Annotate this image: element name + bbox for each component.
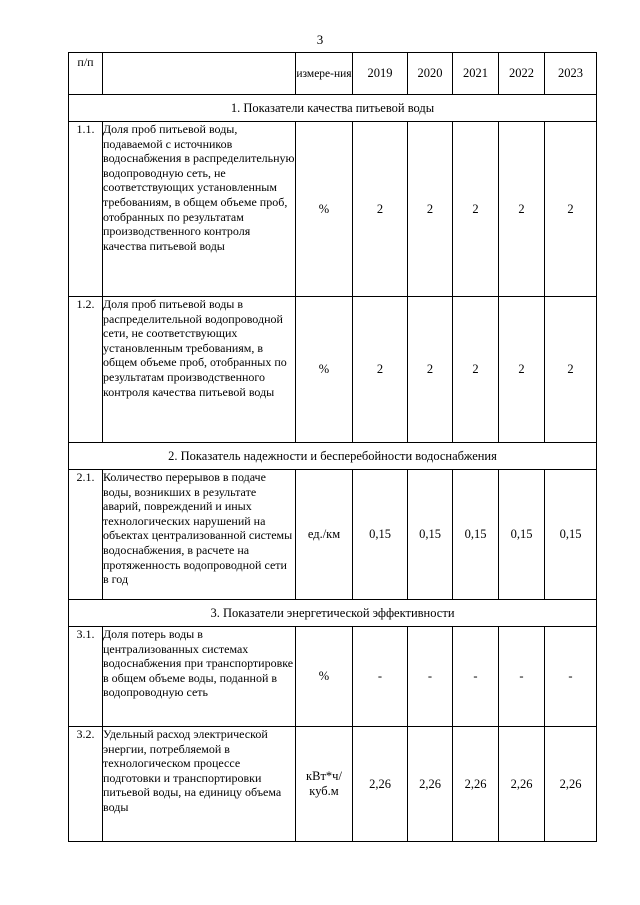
row-value: 2 — [353, 297, 408, 443]
row-value: - — [453, 627, 499, 727]
section-row — [69, 600, 597, 627]
row-unit: ед./км — [296, 470, 353, 600]
row-value: 2 — [353, 122, 408, 297]
row-value: - — [545, 627, 597, 727]
row-value: 2 — [499, 122, 545, 297]
row-value: 0,15 — [499, 470, 545, 600]
row-value: 0,15 — [353, 470, 408, 600]
header-pp: п/п — [69, 53, 103, 95]
header-year-2023: 2023 — [545, 53, 597, 95]
header-name — [103, 53, 296, 95]
row-value: 2,26 — [408, 727, 453, 842]
row-value: - — [408, 627, 453, 727]
row-unit: % — [296, 627, 353, 727]
row-value: - — [353, 627, 408, 727]
table-row — [69, 627, 597, 727]
header-unit: измере-ния — [296, 53, 353, 95]
row-value: 2 — [545, 297, 597, 443]
row-value: 2 — [408, 122, 453, 297]
row-value: 2 — [499, 297, 545, 443]
table-row — [69, 297, 597, 443]
section-title: 1. Показатели качества питьевой воды — [69, 95, 597, 122]
row-value: 2 — [453, 122, 499, 297]
section-title: 3. Показатели энергетической эффективности — [69, 600, 597, 627]
table-row — [69, 122, 597, 297]
row-description: Количество перерывов в подаче воды, возникших в результате аварий, повреждений и иных технологических нарушений на объектах централизованной системы водоснабжения, в расчете на протяженность водопроводной сети в год — [103, 470, 296, 600]
section-row — [69, 443, 597, 470]
row-number: 3.1. — [69, 627, 103, 727]
row-value: 2,26 — [453, 727, 499, 842]
row-value: - — [499, 627, 545, 727]
row-unit: % — [296, 122, 353, 297]
page-number: 3 — [316, 32, 324, 47]
row-number: 2.1. — [69, 470, 103, 600]
row-value: 0,15 — [545, 470, 597, 600]
section-row — [69, 95, 597, 122]
row-value: 2,26 — [353, 727, 408, 842]
row-description: Доля потерь воды в централизованных системах водоснабжения при транспортировке в общем объеме воды, поданной в водопроводную сеть — [103, 627, 296, 727]
row-number: 3.2. — [69, 727, 103, 842]
row-unit: % — [296, 297, 353, 443]
indicators-table — [68, 52, 597, 842]
row-value: 0,15 — [408, 470, 453, 600]
row-value: 2,26 — [545, 727, 597, 842]
header-year-2021: 2021 — [453, 53, 499, 95]
row-value: 2 — [453, 297, 499, 443]
row-value: 2,26 — [499, 727, 545, 842]
row-value: 0,15 — [453, 470, 499, 600]
row-description: Доля проб питьевой воды, подаваемой с источников водоснабжения в распределительную водопроводную сеть, не соответствующих установленным требованиям, в общем объеме проб, отобранных по результатам производственного контроля качества питьевой воды — [103, 122, 296, 297]
row-unit: кВт*ч/ куб.м — [296, 727, 353, 842]
row-value: 2 — [408, 297, 453, 443]
table-row — [69, 727, 597, 842]
row-number: 1.1. — [69, 122, 103, 297]
row-description: Доля проб питьевой воды в распределительной водопроводной сети, не соответствующих установленным требованиям, в общем объеме проб, отобранных по результатам производственного контроля качества питьевой воды — [103, 297, 296, 443]
table-row — [69, 470, 597, 600]
header-year-2019: 2019 — [353, 53, 408, 95]
row-value: 2 — [545, 122, 597, 297]
header-year-2022: 2022 — [499, 53, 545, 95]
section-title: 2. Показатель надежности и бесперебойности водоснабжения — [69, 443, 597, 470]
row-description: Удельный расход электрической энергии, потребляемой в технологическом процессе подготовки и транспортировки питьевой воды, на единицу объема воды — [103, 727, 296, 842]
table-header-row — [69, 53, 597, 95]
row-number: 1.2. — [69, 297, 103, 443]
header-year-2020: 2020 — [408, 53, 453, 95]
